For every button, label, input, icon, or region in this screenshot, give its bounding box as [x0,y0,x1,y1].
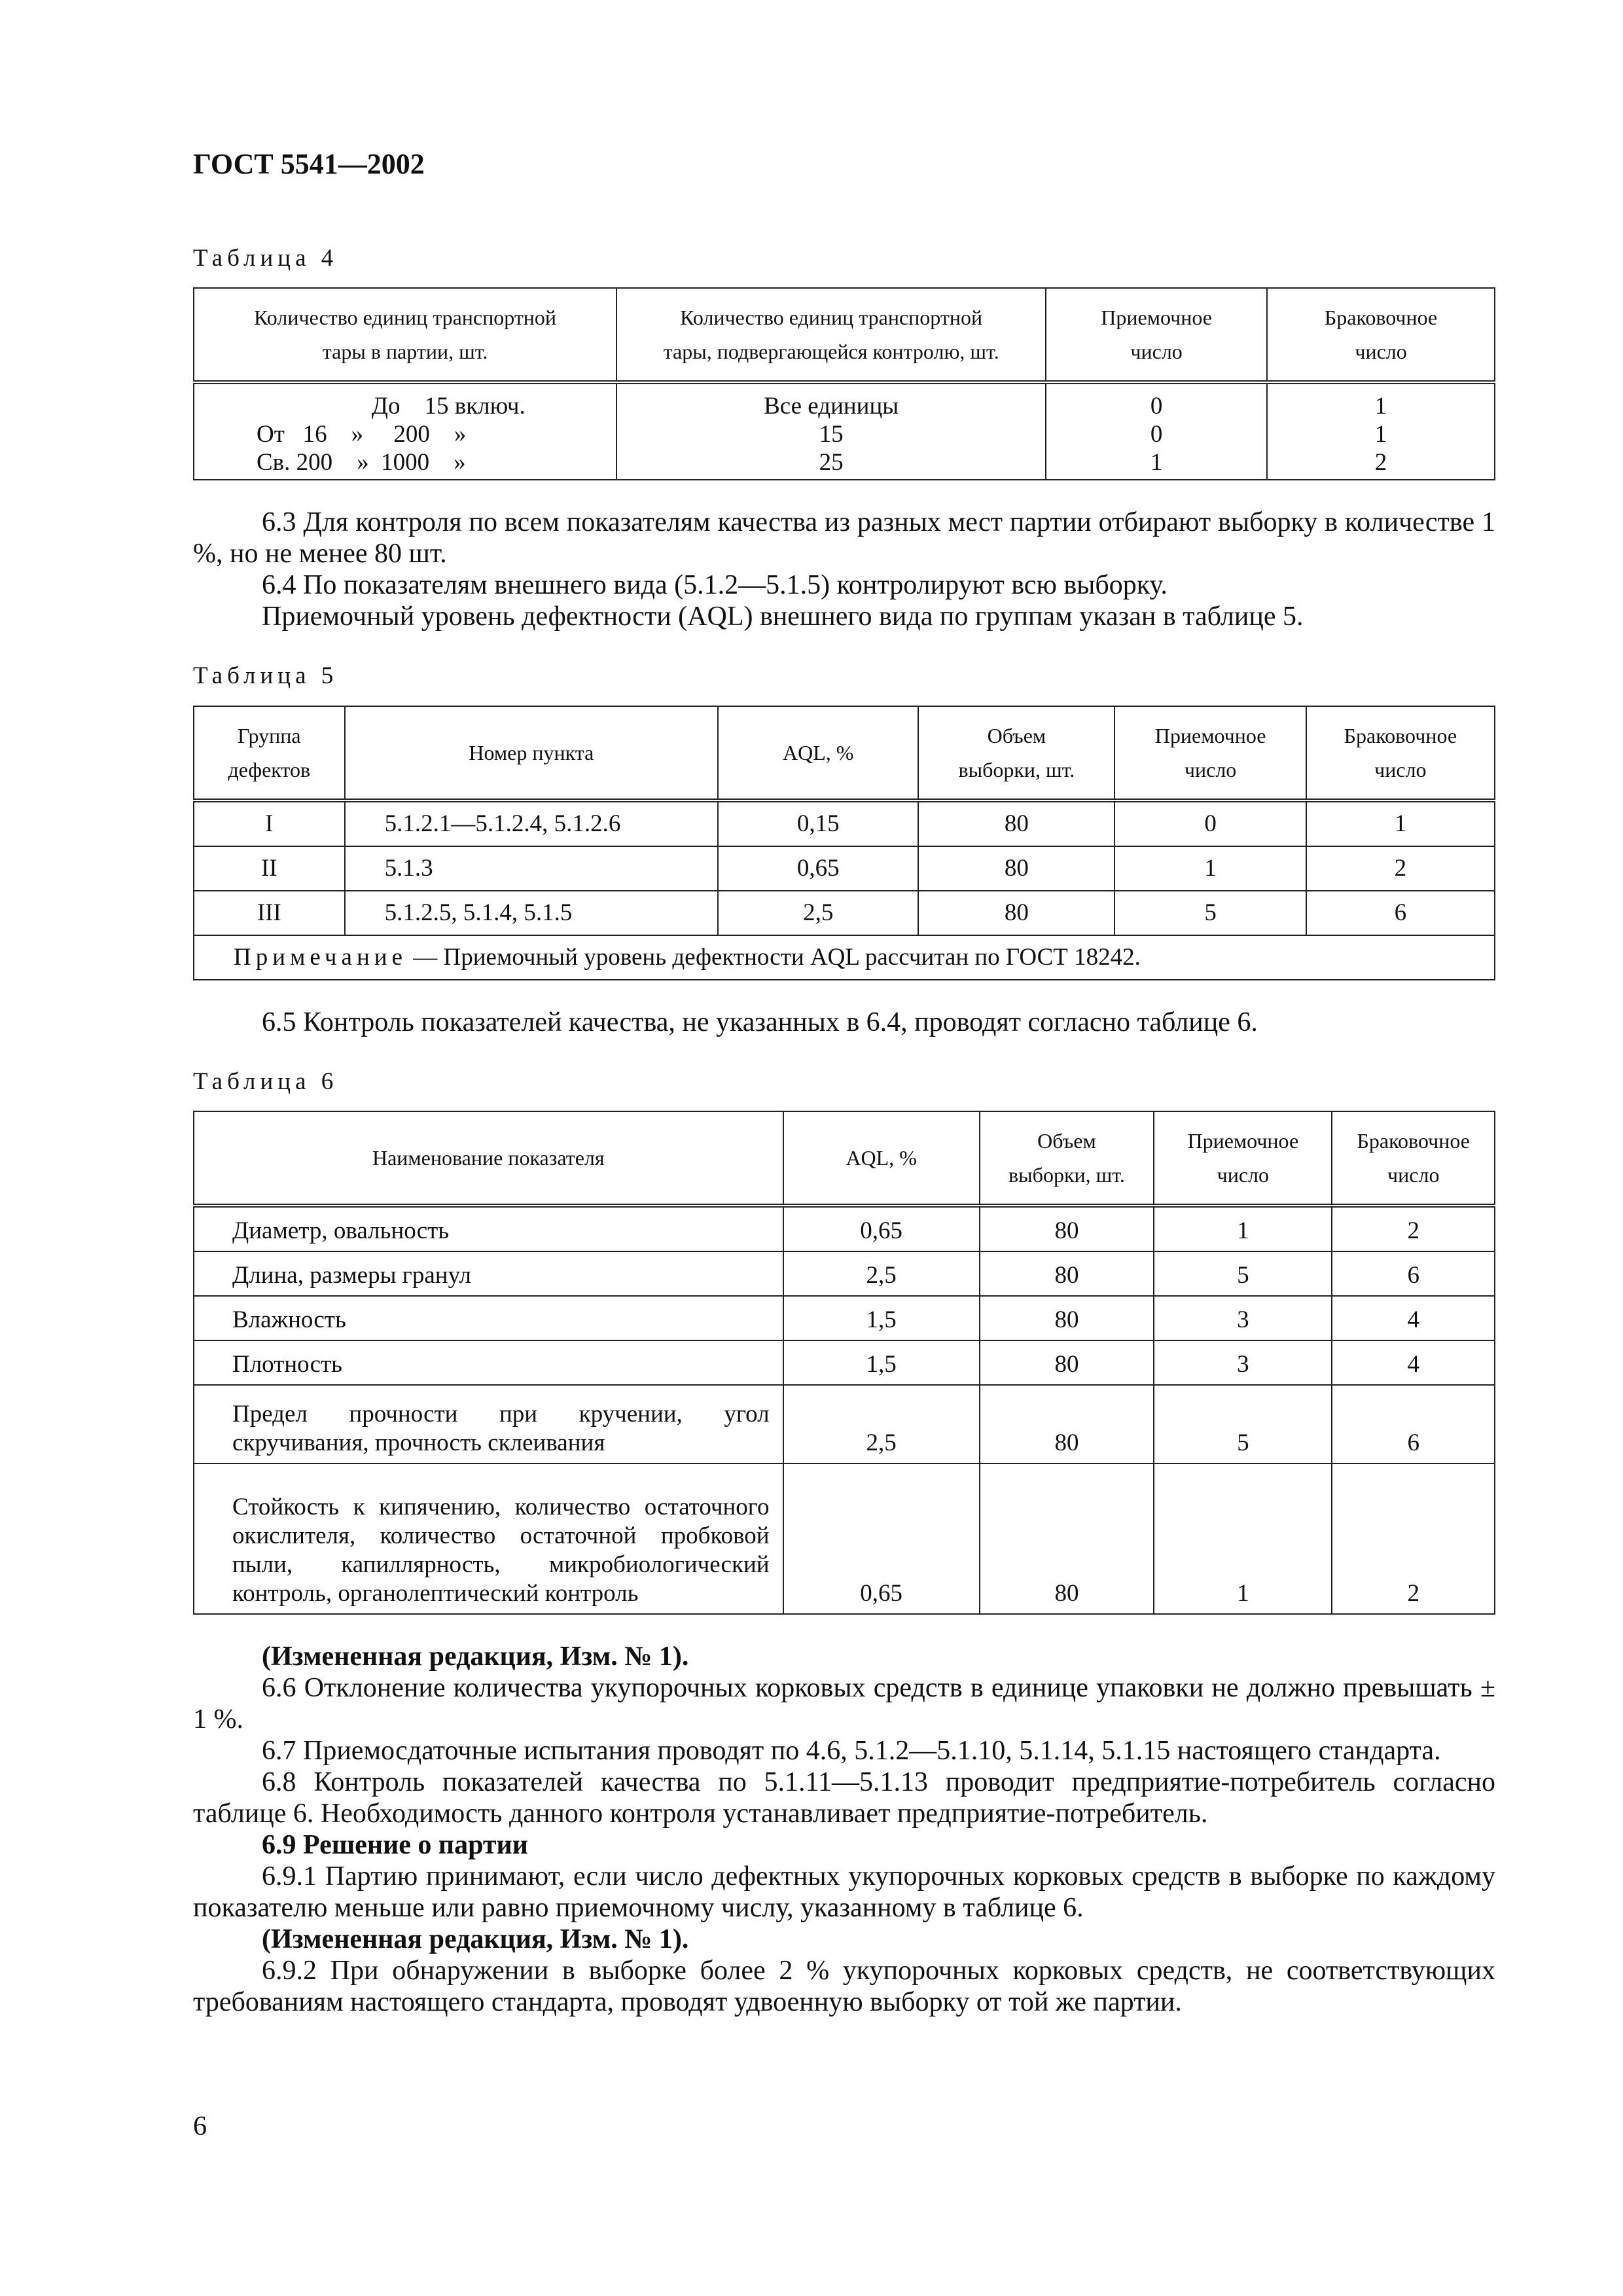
table6-cell: Влажность [194,1296,783,1340]
table5-cell: I [194,800,345,846]
table5-cell: 6 [1306,891,1495,935]
section-heading-6-9: 6.9 Решение о партии [262,1829,528,1860]
paragraph-6-7: 6.7 Приемосдаточные испытания проводят по 4.6, 5.1.2—5.1.10, 5.1.14, 5.1.15 настоящего стандарта. [262,1735,1441,1766]
note-text: — Приемочный уровень дефектности AQL рассчитан по ГОСТ 18242. [407,943,1141,971]
table6-cell: 2,5 [783,1385,980,1463]
table6-cell: 2,5 [783,1251,980,1296]
table5-header-aql: AQL, % [718,706,918,800]
table5-cell: 0,65 [718,846,918,891]
table-row [194,1206,1495,1251]
paragraph-6-9-2: 6.9.2 При обнаружении в выборке более 2 % укупорочных корковых средств, не соответствующих требованиям настоящего стандарта, проводят удвоенную выборку от той же партии. [193,1955,1495,2017]
table6-header-reject: Браковочное число [1332,1111,1495,1206]
paragraph-6-8: 6.8 Контроль показателей качества по 5.1.11—5.1.13 проводит предприятие-потребитель согласно таблице 6. Необходимость данного контроля устанавливает предприятие-потребитель. [193,1767,1495,1829]
paragraph-6-3: 6.3 Для контроля по всем показателям качества из разных мест партии отбирают выборку в количестве 1 %, но не менее 80 шт. [193,507,1495,569]
table5-cell: 5.1.2.1—5.1.2.4, 5.1.2.6 [345,800,719,846]
table5-note [194,935,1495,980]
table6-cell: 3 [1154,1340,1332,1385]
table4-header-controlled: Количество единиц транспортной тары, подвергающейся контролю, шт. [616,288,1046,382]
document-page [193,147,1495,2018]
table6-cell: 1,5 [783,1340,980,1385]
table5-cell: 5.1.3 [345,846,719,891]
table5-cell: 1 [1306,800,1495,846]
table4-reject-values: 1 1 2 [1267,382,1495,480]
table5-header-group: Группа дефектов [194,706,345,800]
note-label: Примечание [234,943,407,971]
table5-cell: 0 [1115,800,1306,846]
table6-header-indicator: Наименование показателя [194,1111,783,1206]
table4-header-reject: Браковочное число [1267,288,1495,382]
table4-lot-ranges: До 15 включ. От 16 » 200 » Св. 200 » 1000 » [194,382,616,480]
table6-cell: 3 [1154,1296,1332,1340]
table-row [194,1296,1495,1340]
table6-cell: 1 [1154,1463,1332,1614]
table-row [194,1385,1495,1463]
paragraph-6-5: 6.5 Контроль показателей качества, не указанных в 6.4, проводят согласно таблице 6. [262,1007,1258,1037]
table5-cell: 0,15 [718,800,918,846]
table-6 [193,1111,1495,1615]
table6-cell: Стойкость к кипячению, количество остаточного окислителя, количество остаточной пробковой пыли, капиллярность, микробиологический контроль, органолептический контроль [194,1463,783,1614]
table-5 [193,706,1495,980]
table6-cell: 4 [1332,1296,1495,1340]
table5-header-clause: Номер пункта [345,706,719,800]
table5-cell: III [194,891,345,935]
table-row [194,1463,1495,1614]
table-row [194,846,1495,891]
table5-cell: II [194,846,345,891]
table5-cell: 80 [918,800,1115,846]
table5-cell: 5.1.2.5, 5.1.4, 5.1.5 [345,891,719,935]
table6-cell: 80 [980,1463,1154,1614]
table6-cell: 6 [1332,1385,1495,1463]
table5-cell: 5 [1115,891,1306,935]
table5-header-accept: Приемочное число [1115,706,1306,800]
table5-cell: 2 [1306,846,1495,891]
table6-cell: 80 [980,1206,1154,1251]
table-4 [193,287,1495,480]
table-row [194,891,1495,935]
table6-cell: 2 [1332,1463,1495,1614]
table6-header-accept: Приемочное число [1154,1111,1332,1206]
table6-cell: Предел прочности при кручении, угол скручивания, прочность склеивания [194,1385,783,1463]
table6-cell: Диаметр, овальность [194,1206,783,1251]
table6-cell: 0,65 [783,1463,980,1614]
table-row [194,382,1495,480]
table5-header-sample: Объем выборки, шт. [918,706,1115,800]
table6-cell: 5 [1154,1251,1332,1296]
table5-cell: 1 [1115,846,1306,891]
table5-header-reject: Браковочное число [1306,706,1495,800]
table6-cell: 6 [1332,1251,1495,1296]
table4-caption: Таблица 4 [193,244,338,272]
table-row [194,800,1495,846]
table4-accept-values: 0 0 1 [1046,382,1267,480]
table4-header-lots: Количество единиц транспортной тары в партии, шт. [194,288,616,382]
table6-cell: 80 [980,1340,1154,1385]
paragraph-aql-note: Приемочный уровень дефектности (AQL) внешнего вида по группам указан в таблице 5. [262,601,1304,632]
paragraph-6-6: 6.6 Отклонение количества укупорочных корковых средств в единице упаковки не должно превышать ± 1 %. [193,1672,1495,1734]
paragraph-6-4: 6.4 По показателям внешнего вида (5.1.2—5.1.5) контролируют всю выборку. [262,570,1168,601]
table6-cell: 80 [980,1251,1154,1296]
table6-header-aql: AQL, % [783,1111,980,1206]
table4-header-accept: Приемочное число [1046,288,1267,382]
paragraph-6-9-1: 6.9.1 Партию принимают, если число дефектных укупорочных корковых средств в выборке по каждому показателю меньше или равно приемочному числу, указанному в таблице 6. [193,1861,1495,1923]
table-row [194,1340,1495,1385]
table6-cell: Длина, размеры гранул [194,1251,783,1296]
table6-cell: 80 [980,1296,1154,1340]
table4-controlled-values: Все единицы 15 25 [616,382,1046,480]
table6-cell: 0,65 [783,1206,980,1251]
document-header: ГОСТ 5541—2002 [193,148,425,180]
table6-cell: 2 [1332,1206,1495,1251]
amendment-note: (Измененная редакция, Изм. № 1). [262,1924,689,1954]
table5-note-row [194,935,1495,980]
table5-cell: 2,5 [718,891,918,935]
table6-cell: 1,5 [783,1296,980,1340]
table6-cell: 5 [1154,1385,1332,1463]
table5-cell: 80 [918,846,1115,891]
table6-caption: Таблица 6 [193,1067,338,1095]
table6-cell: 80 [980,1385,1154,1463]
table6-cell: 4 [1332,1340,1495,1385]
page-number: 6 [193,2111,207,2142]
table-row [194,1251,1495,1296]
amendment-note: (Измененная редакция, Изм. № 1). [262,1641,689,1672]
table6-header-sample: Объем выборки, шт. [980,1111,1154,1206]
table6-cell: Плотность [194,1340,783,1385]
table5-cell: 80 [918,891,1115,935]
table6-cell: 1 [1154,1206,1332,1251]
table5-caption: Таблица 5 [193,662,338,690]
